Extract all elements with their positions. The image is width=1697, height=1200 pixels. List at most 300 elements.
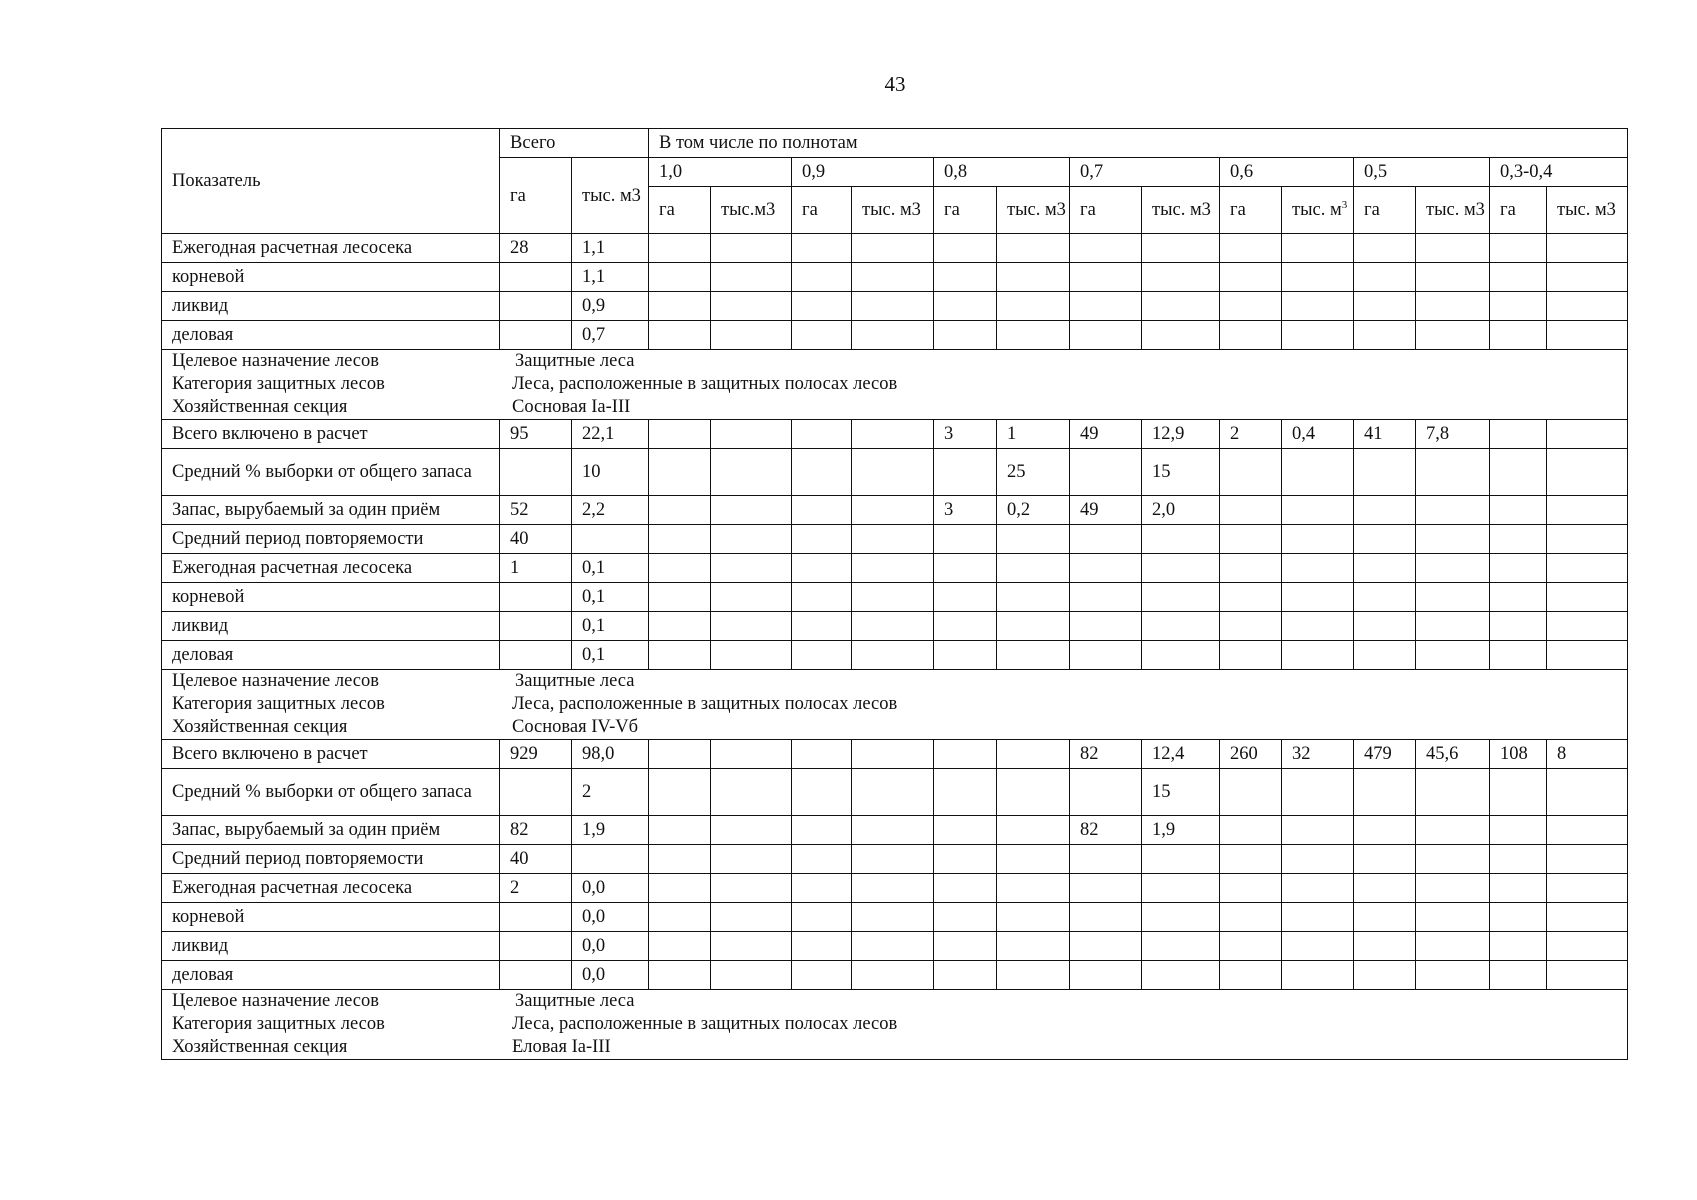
data-cell xyxy=(1547,874,1628,903)
data-cell xyxy=(934,740,997,769)
forest-calculation-table xyxy=(161,128,1628,1060)
data-cell: 2 xyxy=(1220,420,1282,449)
data-cell xyxy=(711,641,792,670)
data-cell xyxy=(1354,845,1416,874)
row-label: Средний % выборки от общего запаса xyxy=(162,769,500,816)
data-cell xyxy=(852,496,934,525)
data-cell xyxy=(1416,641,1490,670)
header-density-5: 0,6 xyxy=(1220,158,1354,187)
data-cell xyxy=(1490,583,1547,612)
data-cell xyxy=(792,932,852,961)
data-cell xyxy=(1354,641,1416,670)
data-cell: 7,8 xyxy=(1416,420,1490,449)
section-info-row xyxy=(162,670,1628,740)
data-cell xyxy=(1354,874,1416,903)
data-cell xyxy=(649,903,711,932)
data-cell xyxy=(852,641,934,670)
data-cell xyxy=(1354,583,1416,612)
data-cell xyxy=(1354,612,1416,641)
data-cell xyxy=(1354,816,1416,845)
data-cell xyxy=(1220,845,1282,874)
row-label: деловая xyxy=(162,641,500,670)
data-cell xyxy=(792,740,852,769)
data-cell xyxy=(792,525,852,554)
data-cell xyxy=(852,554,934,583)
table-row xyxy=(162,496,1628,525)
data-cell xyxy=(1142,961,1220,990)
data-cell: 260 xyxy=(1220,740,1282,769)
section-info-grid xyxy=(162,990,1627,1059)
sub-ha: га xyxy=(792,187,852,234)
data-cell xyxy=(1282,321,1354,350)
data-cell: 0,7 xyxy=(572,321,649,350)
data-cell xyxy=(711,263,792,292)
data-cell: 479 xyxy=(1354,740,1416,769)
table-row xyxy=(162,932,1628,961)
economic-section-value: Сосновая Ia-III xyxy=(512,397,631,417)
data-cell: 0,9 xyxy=(572,292,649,321)
data-cell xyxy=(649,525,711,554)
table-row xyxy=(162,769,1628,816)
data-cell xyxy=(711,612,792,641)
data-cell: 0,1 xyxy=(572,641,649,670)
row-label: деловая xyxy=(162,321,500,350)
data-cell: 3 xyxy=(934,420,997,449)
data-cell xyxy=(1142,525,1220,554)
data-cell xyxy=(1220,769,1282,816)
data-cell: 12,4 xyxy=(1142,740,1220,769)
row-label: корневой xyxy=(162,583,500,612)
data-cell xyxy=(711,583,792,612)
economic-section-label: Хозяйственная секция xyxy=(172,1037,348,1057)
page-number: 43 xyxy=(884,72,906,96)
table-row xyxy=(162,449,1628,496)
data-cell xyxy=(1354,903,1416,932)
economic-section-label: Хозяйственная секция xyxy=(172,397,348,417)
section-info xyxy=(162,990,1628,1060)
data-cell xyxy=(1220,612,1282,641)
data-cell xyxy=(1282,769,1354,816)
data-cell xyxy=(1282,554,1354,583)
data-cell xyxy=(1354,554,1416,583)
data-cell: 45,6 xyxy=(1416,740,1490,769)
row-label: деловая xyxy=(162,961,500,990)
sub-thous-m3: тыс. м3 xyxy=(852,187,934,234)
protective-category-value: Леса, расположенные в защитных полосах лесов xyxy=(512,694,898,714)
data-cell: 2,2 xyxy=(572,496,649,525)
forest-purpose-label: Целевое назначение лесов xyxy=(172,991,379,1011)
data-cell xyxy=(792,583,852,612)
data-cell xyxy=(649,420,711,449)
data-cell xyxy=(1142,845,1220,874)
data-cell xyxy=(1416,816,1490,845)
data-cell xyxy=(500,583,572,612)
forest-purpose-value: Защитные леса xyxy=(515,671,635,691)
data-cell xyxy=(852,769,934,816)
data-cell xyxy=(1490,903,1547,932)
data-cell xyxy=(1070,903,1142,932)
data-cell xyxy=(649,612,711,641)
data-cell xyxy=(852,234,934,263)
data-cell xyxy=(1547,903,1628,932)
data-cell: 49 xyxy=(1070,420,1142,449)
data-cell: 82 xyxy=(500,816,572,845)
table-row xyxy=(162,263,1628,292)
data-cell xyxy=(1416,612,1490,641)
data-cell xyxy=(649,874,711,903)
data-cell xyxy=(711,816,792,845)
data-cell xyxy=(1142,641,1220,670)
data-cell xyxy=(1282,583,1354,612)
data-cell xyxy=(1070,525,1142,554)
data-cell: 25 xyxy=(997,449,1070,496)
protective-category-label: Категория защитных лесов xyxy=(172,374,385,394)
forest-purpose-label: Целевое назначение лесов xyxy=(172,671,379,691)
data-cell xyxy=(1282,845,1354,874)
data-cell xyxy=(1070,554,1142,583)
data-cell xyxy=(997,234,1070,263)
data-cell: 15 xyxy=(1142,449,1220,496)
data-cell: 0,2 xyxy=(997,496,1070,525)
data-cell xyxy=(1220,932,1282,961)
data-cell xyxy=(1282,525,1354,554)
data-cell: 0,1 xyxy=(572,554,649,583)
row-label: Всего включено в расчет xyxy=(162,740,500,769)
data-cell xyxy=(792,845,852,874)
data-cell xyxy=(792,496,852,525)
data-cell xyxy=(1070,583,1142,612)
data-cell xyxy=(852,583,934,612)
data-cell xyxy=(1354,496,1416,525)
data-cell xyxy=(1416,932,1490,961)
table-row xyxy=(162,583,1628,612)
sub-thous-m3: тыс.м3 xyxy=(711,187,792,234)
data-cell xyxy=(1282,612,1354,641)
data-cell: 0,1 xyxy=(572,583,649,612)
data-cell xyxy=(852,321,934,350)
data-cell xyxy=(1547,961,1628,990)
data-cell xyxy=(1282,292,1354,321)
header-total: Всего xyxy=(500,129,649,158)
protective-category-label: Категория защитных лесов xyxy=(172,694,385,714)
data-cell xyxy=(500,641,572,670)
data-cell xyxy=(1070,874,1142,903)
data-cell xyxy=(1142,932,1220,961)
data-cell xyxy=(649,449,711,496)
data-cell xyxy=(792,816,852,845)
data-cell xyxy=(1282,961,1354,990)
data-cell xyxy=(1070,321,1142,350)
data-cell: 82 xyxy=(1070,740,1142,769)
data-cell: 95 xyxy=(500,420,572,449)
data-cell xyxy=(852,961,934,990)
data-cell xyxy=(500,903,572,932)
data-cell xyxy=(1220,234,1282,263)
data-cell xyxy=(500,961,572,990)
forest-purpose-value: Защитные леса xyxy=(515,351,635,371)
data-cell xyxy=(649,932,711,961)
sub-thous-m3: тыс. м3 xyxy=(1416,187,1490,234)
row-label: Ежегодная расчетная лесосека xyxy=(162,554,500,583)
protective-category-value: Леса, расположенные в защитных полосах лесов xyxy=(512,374,898,394)
sub-thous-m3-superscript: тыс. $м^3$ xyxy=(1282,187,1354,234)
data-cell xyxy=(792,961,852,990)
data-cell xyxy=(649,816,711,845)
data-cell xyxy=(792,903,852,932)
data-cell xyxy=(649,263,711,292)
data-cell xyxy=(852,292,934,321)
forest-purpose-value: Защитные леса xyxy=(515,991,635,1011)
data-cell xyxy=(711,932,792,961)
data-cell xyxy=(711,554,792,583)
header-density-3: 0,8 xyxy=(934,158,1070,187)
table-row xyxy=(162,740,1628,769)
data-cell xyxy=(1142,263,1220,292)
data-cell xyxy=(1354,449,1416,496)
data-cell xyxy=(1490,496,1547,525)
data-cell xyxy=(1490,932,1547,961)
data-cell: 3 xyxy=(934,496,997,525)
data-cell xyxy=(1142,321,1220,350)
data-cell xyxy=(852,816,934,845)
data-cell xyxy=(711,420,792,449)
sub-ha: га xyxy=(1070,187,1142,234)
data-cell xyxy=(1282,496,1354,525)
data-cell xyxy=(500,769,572,816)
data-cell xyxy=(1142,583,1220,612)
data-cell xyxy=(1547,612,1628,641)
data-cell xyxy=(1354,961,1416,990)
data-cell: 22,1 xyxy=(572,420,649,449)
data-cell xyxy=(1220,554,1282,583)
row-label: Запас, вырубаемый за один приём xyxy=(162,496,500,525)
data-cell xyxy=(1490,874,1547,903)
data-cell: 929 xyxy=(500,740,572,769)
protective-category-label: Категория защитных лесов xyxy=(172,1014,385,1034)
data-cell xyxy=(997,321,1070,350)
data-cell xyxy=(852,420,934,449)
data-cell: 28 xyxy=(500,234,572,263)
data-cell xyxy=(997,263,1070,292)
data-cell xyxy=(649,234,711,263)
table-row xyxy=(162,321,1628,350)
data-cell: 98,0 xyxy=(572,740,649,769)
data-cell xyxy=(1220,263,1282,292)
data-cell xyxy=(649,496,711,525)
data-cell xyxy=(1354,321,1416,350)
data-cell xyxy=(1490,321,1547,350)
economic-section-value: Еловая Ia-III xyxy=(512,1037,611,1057)
data-cell xyxy=(500,263,572,292)
data-cell xyxy=(997,932,1070,961)
header-density-2: 0,9 xyxy=(792,158,934,187)
data-cell xyxy=(500,449,572,496)
header-density-4: 0,7 xyxy=(1070,158,1220,187)
data-cell xyxy=(649,845,711,874)
data-cell xyxy=(852,874,934,903)
data-cell: 0,1 xyxy=(572,612,649,641)
data-cell xyxy=(934,525,997,554)
header-total-thous-m3: тыс. м3 xyxy=(572,158,649,234)
data-cell xyxy=(1142,612,1220,641)
data-cell xyxy=(1547,292,1628,321)
header-total-ha: га xyxy=(500,158,572,234)
data-cell xyxy=(1416,874,1490,903)
data-cell: 10 xyxy=(572,449,649,496)
data-cell xyxy=(997,583,1070,612)
row-label: корневой xyxy=(162,903,500,932)
data-cell xyxy=(1070,449,1142,496)
data-cell xyxy=(852,740,934,769)
data-cell xyxy=(711,234,792,263)
data-cell xyxy=(1282,234,1354,263)
data-cell xyxy=(1142,903,1220,932)
sub-thous-m3: тыс. м3 xyxy=(1142,187,1220,234)
data-cell xyxy=(792,292,852,321)
data-cell xyxy=(1547,932,1628,961)
sub-ha: га xyxy=(649,187,711,234)
data-cell xyxy=(1547,449,1628,496)
data-cell: 49 xyxy=(1070,496,1142,525)
data-cell xyxy=(1547,234,1628,263)
data-cell xyxy=(934,845,997,874)
table-row xyxy=(162,903,1628,932)
data-cell xyxy=(649,583,711,612)
data-cell xyxy=(852,612,934,641)
data-cell xyxy=(1142,234,1220,263)
section-info-grid xyxy=(162,350,1627,419)
data-cell xyxy=(792,263,852,292)
data-cell xyxy=(934,321,997,350)
data-cell xyxy=(1547,816,1628,845)
section-info-grid xyxy=(162,670,1627,739)
header-indicator: Показатель xyxy=(162,129,500,234)
data-cell xyxy=(997,612,1070,641)
data-cell xyxy=(852,449,934,496)
data-cell xyxy=(792,449,852,496)
data-cell xyxy=(934,932,997,961)
data-cell xyxy=(500,612,572,641)
economic-section-label: Хозяйственная секция xyxy=(172,717,348,737)
table-row xyxy=(162,612,1628,641)
row-label: корневой xyxy=(162,263,500,292)
data-cell xyxy=(1220,961,1282,990)
data-cell xyxy=(1282,263,1354,292)
section-info-row xyxy=(162,990,1628,1060)
data-cell xyxy=(1490,292,1547,321)
data-cell xyxy=(1490,263,1547,292)
data-cell xyxy=(1416,583,1490,612)
data-cell xyxy=(572,845,649,874)
data-cell xyxy=(711,292,792,321)
data-cell xyxy=(1416,321,1490,350)
data-cell xyxy=(500,321,572,350)
data-cell xyxy=(649,740,711,769)
data-cell xyxy=(1282,449,1354,496)
data-cell xyxy=(1220,903,1282,932)
table-row xyxy=(162,234,1628,263)
data-cell xyxy=(792,554,852,583)
data-cell: 2 xyxy=(572,769,649,816)
data-cell xyxy=(649,321,711,350)
data-cell xyxy=(934,816,997,845)
data-cell: 0,0 xyxy=(572,903,649,932)
data-cell: 15 xyxy=(1142,769,1220,816)
data-cell xyxy=(934,234,997,263)
data-cell xyxy=(711,449,792,496)
data-cell xyxy=(1490,961,1547,990)
data-cell xyxy=(997,874,1070,903)
data-cell xyxy=(1416,449,1490,496)
data-cell: 40 xyxy=(500,525,572,554)
data-cell xyxy=(1282,932,1354,961)
section-info xyxy=(162,350,1628,420)
data-cell xyxy=(1354,292,1416,321)
data-cell xyxy=(1070,961,1142,990)
section-info xyxy=(162,670,1628,740)
data-cell: 0,0 xyxy=(572,961,649,990)
table-row xyxy=(162,554,1628,583)
sub-ha: га xyxy=(1220,187,1282,234)
economic-section-value: Сосновая IV-Vб xyxy=(512,717,639,737)
data-cell xyxy=(997,292,1070,321)
data-cell xyxy=(792,612,852,641)
data-cell: 2 xyxy=(500,874,572,903)
data-cell xyxy=(934,263,997,292)
data-cell xyxy=(997,816,1070,845)
data-cell xyxy=(934,292,997,321)
data-cell xyxy=(1490,554,1547,583)
data-cell xyxy=(1547,641,1628,670)
data-cell: 8 xyxy=(1547,740,1628,769)
table-row xyxy=(162,816,1628,845)
row-label: Ежегодная расчетная лесосека xyxy=(162,874,500,903)
data-cell: 40 xyxy=(500,845,572,874)
data-cell xyxy=(852,903,934,932)
data-cell xyxy=(1490,420,1547,449)
data-cell: 82 xyxy=(1070,816,1142,845)
data-cell xyxy=(1547,769,1628,816)
data-cell: 1,1 xyxy=(572,263,649,292)
data-cell xyxy=(649,641,711,670)
data-cell: 0,4 xyxy=(1282,420,1354,449)
data-cell xyxy=(649,769,711,816)
data-cell xyxy=(649,961,711,990)
data-cell xyxy=(1220,292,1282,321)
data-cell: 1 xyxy=(997,420,1070,449)
data-cell xyxy=(1220,496,1282,525)
data-cell: 12,9 xyxy=(1142,420,1220,449)
data-cell xyxy=(1547,321,1628,350)
data-cell xyxy=(1070,234,1142,263)
data-cell xyxy=(1490,234,1547,263)
data-cell xyxy=(852,263,934,292)
sub-ha: га xyxy=(1354,187,1416,234)
data-cell xyxy=(1490,845,1547,874)
data-cell xyxy=(934,641,997,670)
row-label: Средний период повторяемости xyxy=(162,845,500,874)
data-cell xyxy=(1354,525,1416,554)
data-cell xyxy=(1416,525,1490,554)
data-cell xyxy=(1354,769,1416,816)
forest-purpose-label: Целевое назначение лесов xyxy=(172,351,379,371)
data-cell xyxy=(1547,496,1628,525)
data-cell xyxy=(572,525,649,554)
data-cell xyxy=(997,845,1070,874)
table-row xyxy=(162,525,1628,554)
data-cell xyxy=(1416,496,1490,525)
data-cell: 1,1 xyxy=(572,234,649,263)
